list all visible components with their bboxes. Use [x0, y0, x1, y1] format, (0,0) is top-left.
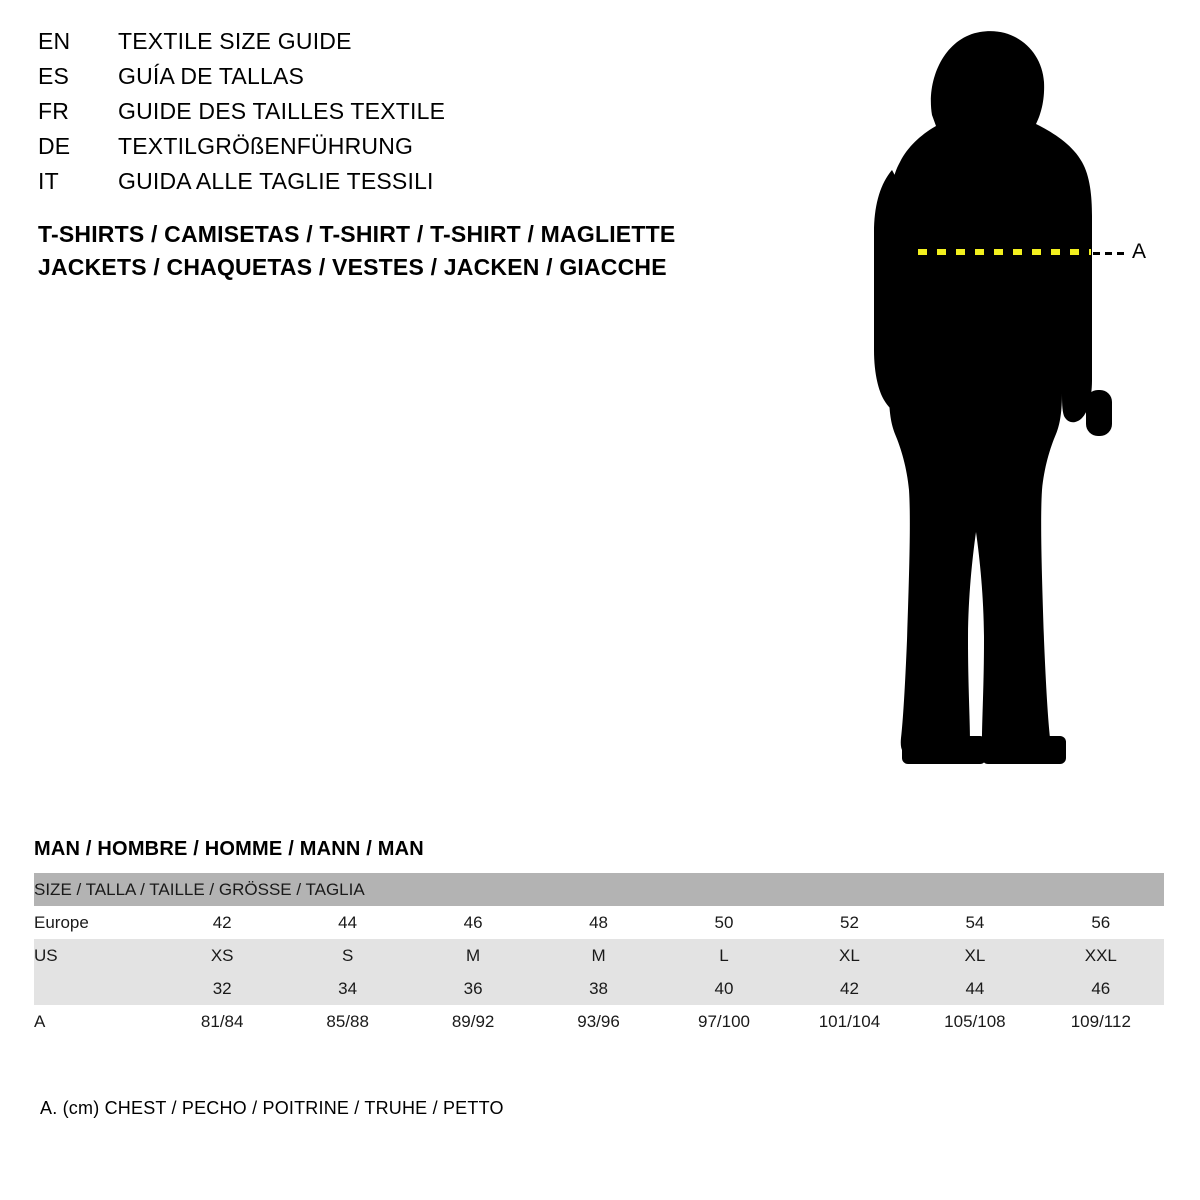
cell: 97/100 [661, 1005, 786, 1038]
table-row [34, 972, 1164, 1005]
table-section-title: MAN / HOMBRE / HOMME / MANN / MAN [34, 838, 424, 860]
measure-label-a: A [1132, 240, 1147, 263]
cell: XS [159, 939, 284, 972]
cell: 52 [787, 906, 912, 939]
cell: 38 [536, 972, 661, 1005]
language-title: GUIDE DES TAILLES TEXTILE [118, 98, 446, 124]
language-code: IT [38, 168, 59, 194]
table-row [34, 939, 1164, 972]
language-row [38, 98, 758, 133]
language-title: TEXTILE SIZE GUIDE [118, 28, 352, 54]
cell: L [661, 939, 786, 972]
cell: 32 [159, 972, 284, 1005]
row-label [34, 972, 159, 1005]
cell: 89/92 [410, 1005, 535, 1038]
cell: S [285, 939, 410, 972]
cell: 46 [1038, 972, 1164, 1005]
cell: M [536, 939, 661, 972]
category-tshirts: T-SHIRTS / CAMISETAS / T-SHIRT / T-SHIRT / MAGLIETTE [38, 221, 676, 247]
language-code: EN [38, 28, 71, 54]
language-title: GUÍA DE TALLAS [118, 63, 305, 89]
language-code: ES [38, 63, 70, 89]
cell: 93/96 [536, 1005, 661, 1038]
table-header-row [34, 873, 1164, 906]
language-row [38, 133, 758, 168]
language-row [38, 168, 758, 203]
language-row [38, 28, 758, 63]
cell: M [410, 939, 535, 972]
cell: 44 [912, 972, 1037, 1005]
cell: 36 [410, 972, 535, 1005]
size-table [34, 873, 1164, 1038]
language-title: GUIDA ALLE TAGLIE TESSILI [118, 168, 434, 194]
language-code: DE [38, 133, 71, 159]
cell: 42 [159, 906, 284, 939]
row-label: US [34, 939, 159, 972]
cell: 44 [285, 906, 410, 939]
cell: 42 [787, 972, 912, 1005]
cell: 50 [661, 906, 786, 939]
cell: 101/104 [787, 1005, 912, 1038]
row-label: A [34, 1005, 159, 1038]
garment-category-list [38, 218, 798, 284]
cell: 105/108 [912, 1005, 1037, 1038]
row-label: Europe [34, 906, 159, 939]
language-title: TEXTILGRÖßENFÜHRUNG [118, 133, 414, 159]
table-row [34, 906, 1164, 939]
cell: 40 [661, 972, 786, 1005]
measurement-footnote: A. (cm) CHEST / PECHO / POITRINE / TRUHE / PETTO [40, 1098, 504, 1118]
measure-leader-dashes [1093, 252, 1125, 255]
cell: 81/84 [159, 1005, 284, 1038]
size-table-section [34, 838, 1164, 1038]
cell: 85/88 [285, 1005, 410, 1038]
cell: 54 [912, 906, 1037, 939]
cell: XL [787, 939, 912, 972]
language-title-list [38, 28, 758, 203]
language-code: FR [38, 98, 70, 124]
category-jackets: JACKETS / CHAQUETAS / VESTES / JACKEN / GIACCHE [38, 254, 667, 280]
language-row [38, 63, 758, 98]
cell: 46 [410, 906, 535, 939]
body-silhouette-figure [810, 20, 1190, 790]
cell: XXL [1038, 939, 1164, 972]
table-row [34, 1005, 1164, 1038]
table-header-label: SIZE / TALLA / TAILLE / GRÖSSE / TAGLIA [34, 873, 1164, 906]
male-silhouette-icon [810, 20, 1190, 790]
cell: 56 [1038, 906, 1164, 939]
cell: 48 [536, 906, 661, 939]
cell: XL [912, 939, 1037, 972]
cell: 109/112 [1038, 1005, 1164, 1038]
cell: 34 [285, 972, 410, 1005]
